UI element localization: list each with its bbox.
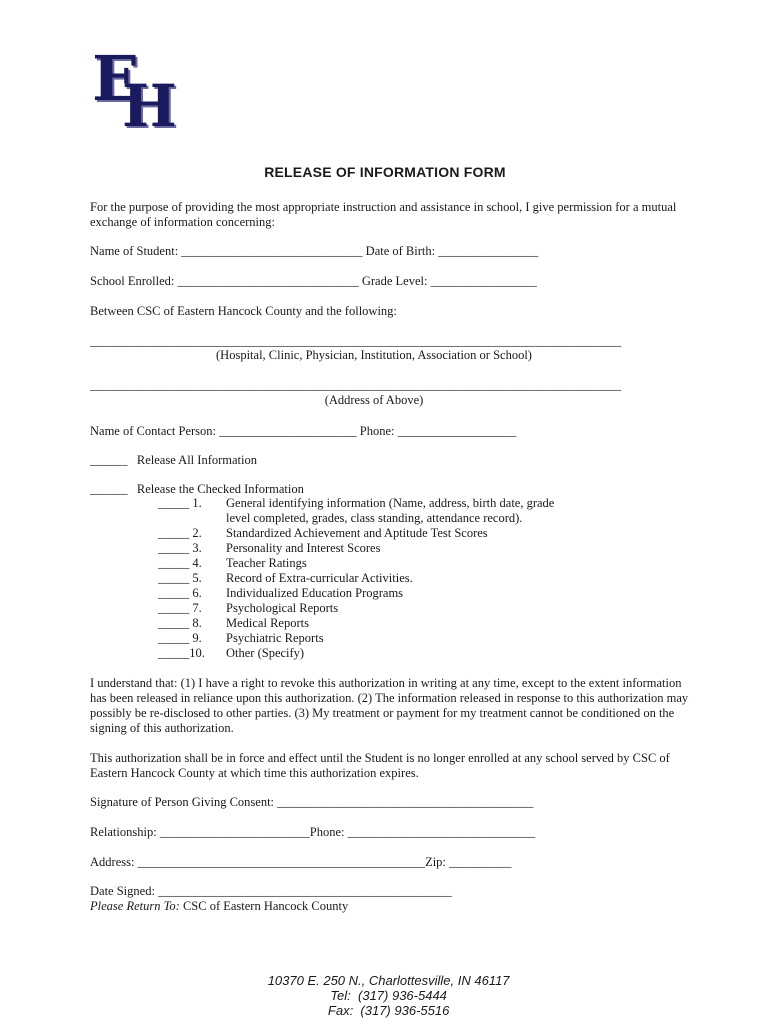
agency-caption: (Hospital, Clinic, Physician, Institution, Association or School) (216, 348, 532, 362)
address-caption: (Address of Above) (324, 393, 424, 407)
date-signed-field[interactable]: Date Signed: _______________________________________________ (90, 884, 452, 898)
list-item[interactable]: _____ 5. Record of Extra-curricular Activities. (158, 571, 413, 585)
contact-person-field[interactable]: Name of Contact Person: ______________________ Phone: ___________________ (90, 424, 517, 438)
release-checked-option[interactable]: ______ Release the Checked Information (90, 482, 304, 496)
list-item[interactable]: _____ 9. Psychiatric Reports (158, 631, 324, 645)
list-item[interactable]: _____ 8. Medical Reports (158, 616, 309, 630)
address-blank-field[interactable]: _____________________________________________________________________________________ (90, 378, 622, 392)
agency-blank-field[interactable]: _____________________________________________________________________________________ (90, 334, 622, 348)
signature-field[interactable]: Signature of Person Giving Consent: _________________________________________ (90, 795, 534, 809)
relationship-phone-field[interactable]: Relationship: ________________________Phone: ______________________________ (90, 825, 536, 839)
form-title: RELEASE OF INFORMATION FORM (264, 164, 506, 180)
release-all-option[interactable]: ______ Release All Information (90, 453, 257, 467)
footer-address: 10370 E. 250 N., Charlottesville, IN 46117 (267, 973, 510, 988)
between-text: Between CSC of Eastern Hancock County and the following: (90, 304, 397, 318)
logo-letter-e: E (92, 42, 140, 115)
footer-tel: Tel: (317) 936-5444 (330, 988, 447, 1003)
list-item[interactable]: _____ 4. Teacher Ratings (158, 556, 307, 570)
footer-contact (0, 958, 770, 1018)
list-item[interactable]: _____ 3. Personality and Interest Scores (158, 541, 381, 555)
return-value: CSC of Eastern Hancock County (179, 899, 349, 913)
student-name-dob-field[interactable]: Name of Student: _____________________________ Date of Birth: ________________ (90, 244, 539, 258)
list-item[interactable]: _____10. Other (Specify) (158, 646, 305, 660)
logo-letter-h: H (122, 72, 177, 140)
understand-paragraph: I understand that: (1) I have a right to revoke this authorization in writing at any time, except to the extent information has been released in reliance upon this authorization. (2) The information released in response to this authorization may possibly be re-disclosed to other parties. (3) My treatment or payment for my treatment cannot be conditioned on the signing of this authorization. (90, 676, 689, 735)
return-label: Please Return To: (90, 899, 180, 913)
list-item[interactable]: _____ 6. Individualized Education Programs (158, 586, 404, 600)
list-item[interactable]: _____ 2. Standardized Achievement and Aptitude Test Scores (158, 526, 488, 540)
list-item[interactable]: _____ 7. Psychological Reports (158, 601, 339, 615)
authorization-paragraph: This authorization shall be in force and effect until the Student is no longer enrolled at any school served by CSC of Eastern Hancock County at which time this authorization expires. (90, 751, 670, 780)
return-to-line (90, 899, 348, 914)
school-logo (88, 42, 188, 140)
school-grade-field[interactable]: School Enrolled: _____________________________ Grade Level: _________________ (90, 274, 537, 288)
release-items-list (158, 496, 566, 661)
list-item[interactable]: _____ 1. General identifying information (Name, address, birth date, grade level completed, grades, class standing, attendance record). (158, 496, 555, 525)
footer-fax: Fax: (317) 936-5516 (327, 1003, 450, 1018)
intro-paragraph: For the purpose of providing the most appropriate instruction and assistance in school, I give permission for a mutual exchange of information concerning: (90, 200, 677, 229)
address-zip-field[interactable]: Address: ______________________________________________Zip: __________ (90, 855, 512, 869)
